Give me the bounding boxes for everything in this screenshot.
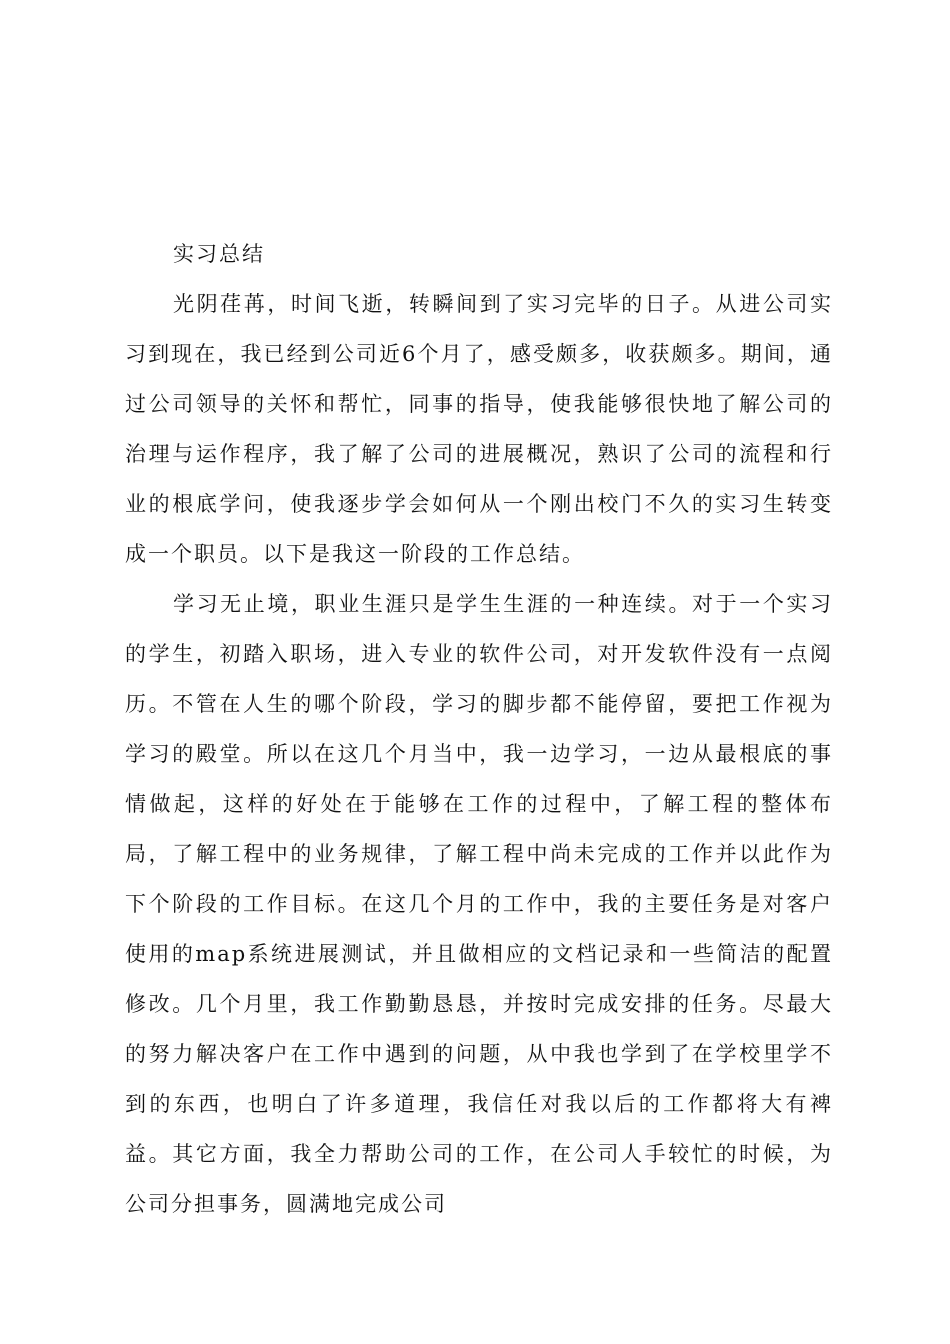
paragraph-intro: 光阴荏苒，时间飞逝，转瞬间到了实习完毕的日子。从进公司实习到现在，我已经到公司近6个月了，感受颇多，收获颇多。期间，通过公司领导的关怀和帮忙，同事的指导，使我能够很快地了解公司的治理与运作程序，我了解了公司的进展概况，熟识了公司的流程和行业的根底学问，使我逐步学会如何从一个刚出校门不久的实习生转变成一个职员。以下是我这一阶段的工作总结。 <box>125 292 833 566</box>
document-title: 实习总结 <box>173 242 265 266</box>
paragraph-learning: 学习无止境，职业生涯只是学生生涯的一种连续。对于一个实习的学生，初踏入职场，进入专业的软件公司，对开发软件没有一点阅历。不管在人生的哪个阶段，学习的脚步都不能停留，要把工作视为学习的殿堂。所以在这几个月当中，我一边学习，一边从最根底的事情做起，这样的好处在于能够在工作的过程中，了解工程的整体布局，了解工程中的业务规律，了解工程中尚未完成的工作并以此作为下个阶段的工作目标。在这几个月的工作中，我的主要任务是对客户使用的map系统进展测试，并且做相应的文档记录和一些简洁的配置修改。几个月里，我工作勤勤恳恳，并按时完成安排的任务。尽最大的努力解决客户在工作中遇到的问题，从中我也学到了在学校里学不到的东西，也明白了许多道理，我信任对我以后的工作都将大有裨益。其它方面，我全力帮助公司的工作，在公司人手较忙的时候，为公司分担事务，圆满地完成公司 <box>125 592 833 1216</box>
document-body <box>125 229 833 1229</box>
